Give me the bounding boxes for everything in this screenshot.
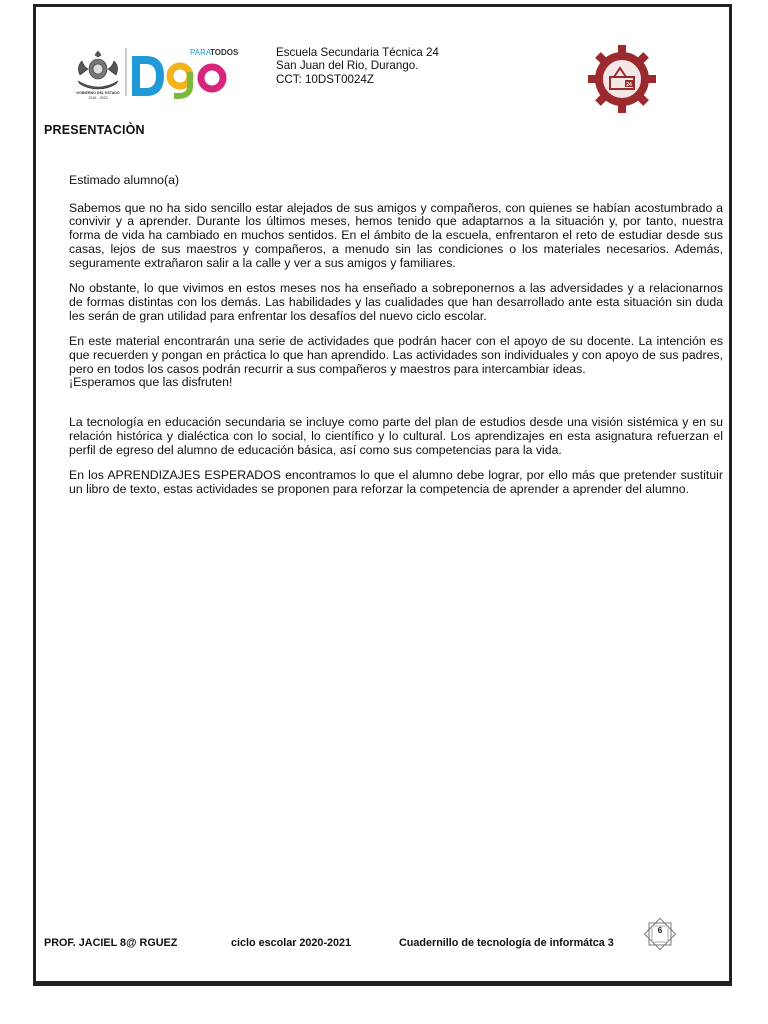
school-info-block xyxy=(276,46,439,86)
footer-author: PROF. JACIEL 8@ RGUEZ xyxy=(44,937,178,949)
paragraph-4: La tecnología en educación secundaria se incluye como parte del plan de estudios desde una visión sistémica y en su relación histórica y dialéctica con lo social, lo científico y lo cultural. Los aprendizajes en esta asignatura refuerzan el perfil de egreso del alumno de educación básica, así como sus competencias para la vida. xyxy=(69,415,723,457)
paragraph-3: En este material encontrarán una serie de actividades que podrán hacer con el apoyo de su docente. La intención es que recuerden y pongan en práctica lo que han aprendido. Las actividades son individuales y con apoyo de sus padres, pero en todos los casos podrán recurrir a sus compañeros y maestros para intercambiar ideas. xyxy=(69,334,723,376)
page-number: 6 xyxy=(657,926,663,935)
page-number-badge xyxy=(641,917,679,951)
school-location: San Juan del Rio, Durango. xyxy=(276,59,419,73)
svg-text:GOBIERNO DEL ESTADO: GOBIERNO DEL ESTADO xyxy=(76,91,120,95)
state-government-seal-logo xyxy=(70,45,126,101)
dgo-para-todos-logo xyxy=(124,44,239,98)
paragraph-1: Sabemos que no ha sido sencillo estar alejados de sus amigos y compañeros, con quienes se habían acostumbrado a convivir y a aprender. Durante los últimos meses, hemos tenido que adaptarnos a la situación y, por tanto, nuestra forma de vida ha cambiado en muchos sentidos. En el ámbito de la escuela, enfrentaron el reto de estudiar desde sus casas, lejos de sus maestros y compañeros, a menudo sin las condiciones o los materiales necesarios. Además, seguramente extrañaron salir a la calle y ver a sus amigos y familiares. xyxy=(69,200,723,270)
svg-text:PARA: PARA xyxy=(190,48,212,57)
footer-title: Cuadernillo de tecnología de informátca 3 xyxy=(399,937,614,949)
page-heading: PRESENTACIÒN xyxy=(44,123,145,137)
svg-text:TODOS: TODOS xyxy=(210,48,239,57)
school-gear-seal-logo xyxy=(587,44,657,114)
greeting: Estimado alumno(a) xyxy=(69,173,180,187)
school-cct: CCT: 10DST0024Z xyxy=(276,72,374,86)
paragraph-3-closing: ¡Esperamos que las disfruten! xyxy=(69,375,233,390)
paragraph-2: No obstante, lo que vivimos en estos meses nos ha enseñado a sobreponernos a las adversidades y a relacionarnos de formas distintas con los demás. Las habilidades y las cualidades que han desarrollado ante esta situación sin duda les serán de gran utilidad para enfrentar los desafíos del nuevo ciclo escolar. xyxy=(69,281,723,323)
paragraph-5: En los APRENDIZAJES ESPERADOS encontramos lo que el alumno debe lograr, por ello más que pretender sustituir un libro de texto, estas actividades se proponen para reforzar la competencia de aprender a aprender del alumno. xyxy=(69,468,723,496)
svg-text:2016 - 2022: 2016 - 2022 xyxy=(88,96,108,100)
footer-cycle: ciclo escolar 2020-2021 xyxy=(231,937,352,949)
svg-text:24: 24 xyxy=(626,82,632,88)
school-name: Escuela Secundaria Técnica 24 xyxy=(276,46,439,59)
presentation-body xyxy=(69,174,723,509)
